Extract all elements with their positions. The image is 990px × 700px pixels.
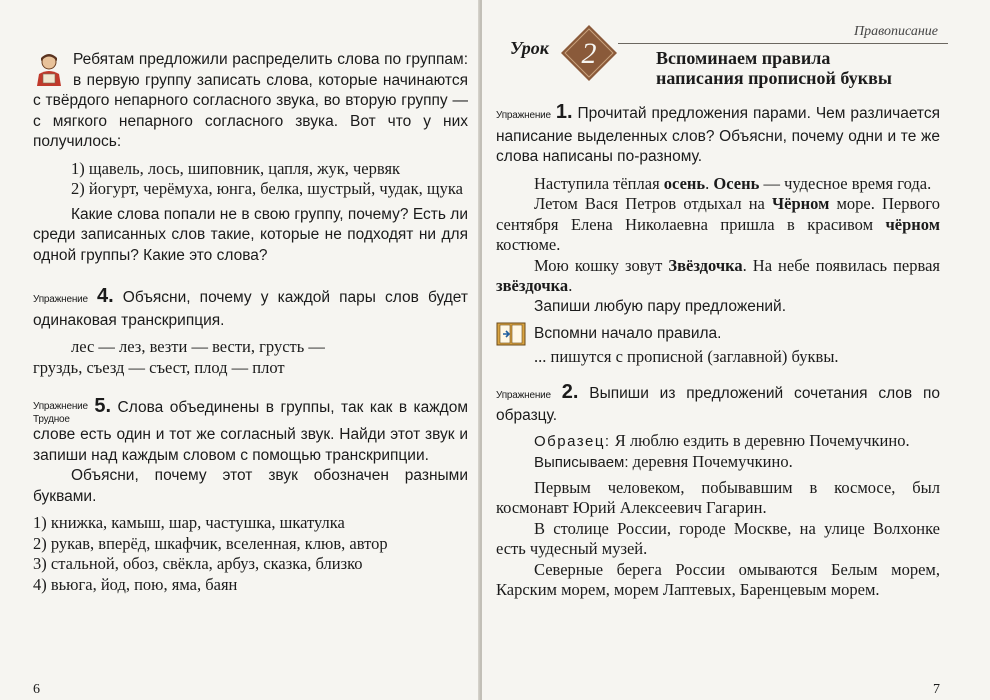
text-run: . (705, 173, 714, 193)
text-run: Летом Вася Петров отдыхал на (534, 194, 773, 213)
list-item: 4) вьюга, йод, пою, яма, баян (33, 574, 238, 594)
title-line: Вспоминаем правила (656, 48, 831, 68)
page-number: 7 (933, 682, 940, 697)
lesson-badge (560, 24, 618, 82)
highlighted-word: Звёздочка (668, 255, 743, 275)
write-text: деревня Почемучкино. (628, 452, 793, 471)
student-icon (33, 52, 65, 86)
exercise-label: Упражнение (496, 110, 551, 121)
text-run: — чудесное время года. (759, 173, 932, 193)
list-item: 1) книжка, камыш, шар, частушка, шкатулка (33, 513, 345, 532)
exercise-sentence: В столице России, городе Москве, на улице Волхонке есть чудесный музей. (496, 518, 940, 558)
lesson-word: Урок (510, 38, 549, 58)
sample-label: Образец: (534, 432, 611, 450)
exercise-label: Упражнение (33, 294, 88, 305)
write-line (496, 452, 940, 474)
sentence-pair (496, 174, 940, 195)
text-run: Мою кошку зовут (534, 255, 669, 275)
remember-text: Вспомни начало правила. (534, 324, 722, 342)
right-page (482, 0, 990, 700)
sample-line (496, 431, 940, 453)
list-line: 1) щавель, лось, шиповник, цапля, жук, червяк (71, 158, 401, 178)
sentence-pair (496, 256, 940, 297)
exercise-number: 4. (97, 285, 114, 307)
highlighted-word: звёздочка (496, 276, 569, 295)
exercise-sentence: Первым человеком, побывавшим в космосе, был космонавт Юрий Алексеевич Гагарин. (496, 477, 940, 517)
text-run: море. Первого сентября Елена Николаевна пришла в красивом (496, 194, 940, 234)
exercise-text: Объясни, почему у каждой пары слов будет одинаковая транскрипция. (33, 289, 468, 329)
exercise-text: Выпиши из предложений сочетания слов по образцу. (496, 384, 940, 424)
exercise-number: 2. (561, 380, 579, 403)
lesson-title (656, 48, 892, 88)
highlighted-word: чёрном (885, 214, 940, 234)
sentence-pair (496, 194, 940, 256)
section-title: Правописание (853, 24, 938, 39)
word-pairs-line: груздь, съезд — съест, плод — плот (33, 357, 285, 377)
highlighted-word: Чёрном (772, 194, 830, 213)
text-run: костюме. (496, 235, 561, 254)
write-label: Выписываем: (534, 454, 629, 471)
exercise-4 (33, 286, 468, 331)
lesson-header (496, 10, 940, 90)
book-icon (496, 321, 526, 347)
exercise-label: Упражнение (496, 389, 551, 401)
title-line: написания прописной буквы (656, 68, 892, 88)
lesson-number: 2 (581, 37, 597, 70)
highlighted-word: осень (663, 173, 706, 193)
intro-block (33, 50, 468, 153)
exercise-number: 5. (94, 395, 112, 417)
difficult-label: Трудное (33, 414, 70, 425)
rule-text: ... пишутся с прописной (заглавной) буквы. (534, 347, 839, 366)
exercise-question: Объясни, почему этот звук обозначен разными буквами. (33, 467, 468, 505)
list-line: 2) йогурт, черёмуха, юнга, белка, шустрый, чудак, щука (71, 179, 463, 198)
exercise-5 (33, 396, 468, 466)
exercise-number: 1. (555, 101, 573, 123)
exercise-text: Прочитай предложения парами. Чем различается написание выделенных слов? Объясни, почему одни и те же слова написаны по-разному. (496, 105, 940, 165)
text-run: . (568, 276, 573, 295)
exercise-1 (496, 102, 940, 168)
remember-line (496, 321, 940, 347)
exercise-label: Упражнение (33, 401, 88, 412)
question-text: Какие слова попали не в свою группу, почему? Есть ли среди записанных слов такие, которые не подходят ни для одной группы? Какие это слова? (33, 205, 468, 264)
text-run: . На небе появилась первая (742, 255, 940, 275)
exercise-text: Слова объединены в группы, так как в каждом слове есть один и тот же согласный звук. Найди этот звук и запиши над каждым словом с помощью транскрипции. (33, 399, 468, 464)
exercise-sentence: Северные берега России омываются Белым морем, Карским морем, морем Лаптевых, Баренцевым морем. (496, 559, 940, 599)
list-item: 2) рукав, вперёд, шкафчик, вселенная, клюв, автор (33, 533, 388, 553)
task-text: Запиши любую пару предложений. (534, 297, 787, 315)
left-page (0, 0, 480, 700)
word-pairs-line: лес — лез, везти — вести, грусть — (71, 337, 325, 356)
highlighted-word: Осень (713, 173, 760, 193)
header-rule (618, 43, 948, 44)
intro-text: Ребятам предложили распределить слова по группам: в первую группу записать слова, которые начинаются с твёрдого непарного согласного звука, во вторую группу — с мягкого непарного согласного звука. Вот что у них получилось: (33, 51, 468, 150)
exercise-2 (496, 382, 940, 427)
page-number: 6 (33, 682, 40, 697)
text-run: Наступила тёплая (534, 173, 664, 193)
sample-text: Я люблю ездить в деревню Почемучкино. (610, 430, 910, 450)
list-item: 3) стальной, обоз, свёкла, арбуз, сказка, близко (33, 554, 363, 573)
